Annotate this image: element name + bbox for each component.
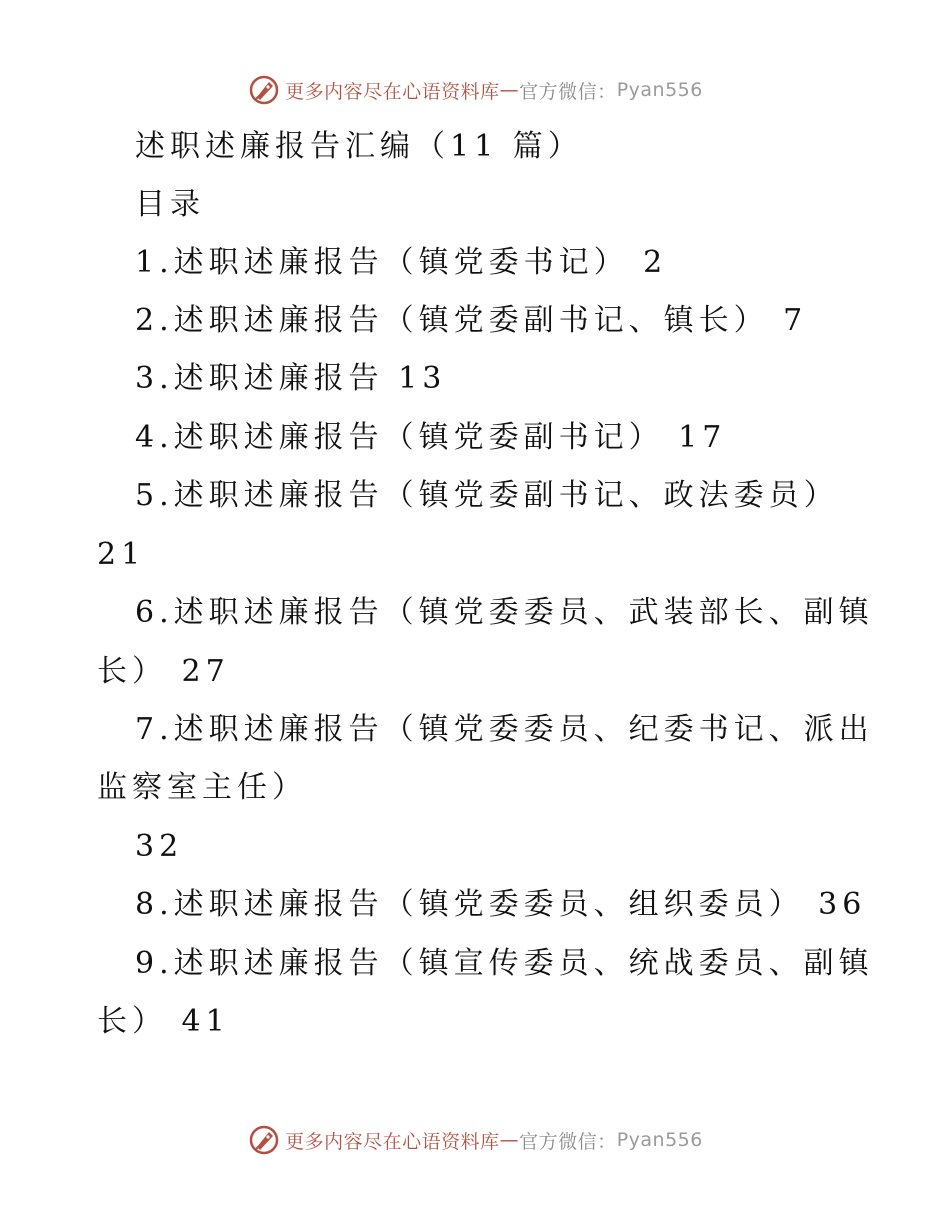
toc-line: 长） 27 — [97, 654, 230, 689]
toc-line: 5.述职述廉报告（镇党委副书记、政法委员） — [135, 478, 839, 513]
watermark-main-text: 更多内容尽在心语资料库 — [285, 80, 500, 103]
pen-nib-logo-icon — [247, 73, 281, 107]
watermark-banner-bottom — [0, 1120, 950, 1160]
toc-line: 长） 41 — [97, 1004, 230, 1039]
watermark-wechat-label: 官方微信： — [519, 80, 617, 103]
document-title: 述职述廉报告汇编（11 篇） — [135, 129, 583, 164]
toc-line: 7.述职述廉报告（镇党委委员、纪委书记、派出 — [135, 712, 874, 747]
watermark-main-text: 更多内容尽在心语资料库 — [285, 1130, 500, 1153]
watermark-separator: — — [499, 1129, 520, 1151]
toc-line: 2.述职述廉报告（镇党委副书记、镇长） 7 — [135, 303, 808, 338]
watermark-wechat-label: 官方微信： — [519, 1130, 617, 1153]
toc-line: 32 — [135, 829, 184, 864]
toc-line: 9.述职述廉报告（镇宣传委员、统战委员、副镇 — [135, 946, 874, 981]
watermark-wechat-id: Pyan556 — [616, 1129, 703, 1151]
watermark-banner-top — [0, 70, 950, 110]
pen-nib-logo-icon — [247, 1123, 281, 1157]
toc-line: 6.述职述廉报告（镇党委委员、武装部长、副镇 — [135, 595, 874, 630]
toc-line: 监察室主任） — [97, 770, 307, 805]
watermark-separator: — — [499, 79, 520, 101]
watermark-wechat-id: Pyan556 — [616, 79, 703, 101]
toc-line: 1.述职述廉报告（镇党委书记） 2 — [135, 245, 668, 280]
toc-line: 4.述职述廉报告（镇党委副书记） 17 — [135, 420, 727, 455]
toc-line: 8.述职述廉报告（镇党委委员、组织委员） 36 — [135, 887, 867, 922]
toc-line: 21 — [97, 537, 146, 572]
toc-heading: 目录 — [135, 187, 205, 222]
toc-line: 3.述职述廉报告 13 — [135, 361, 447, 396]
